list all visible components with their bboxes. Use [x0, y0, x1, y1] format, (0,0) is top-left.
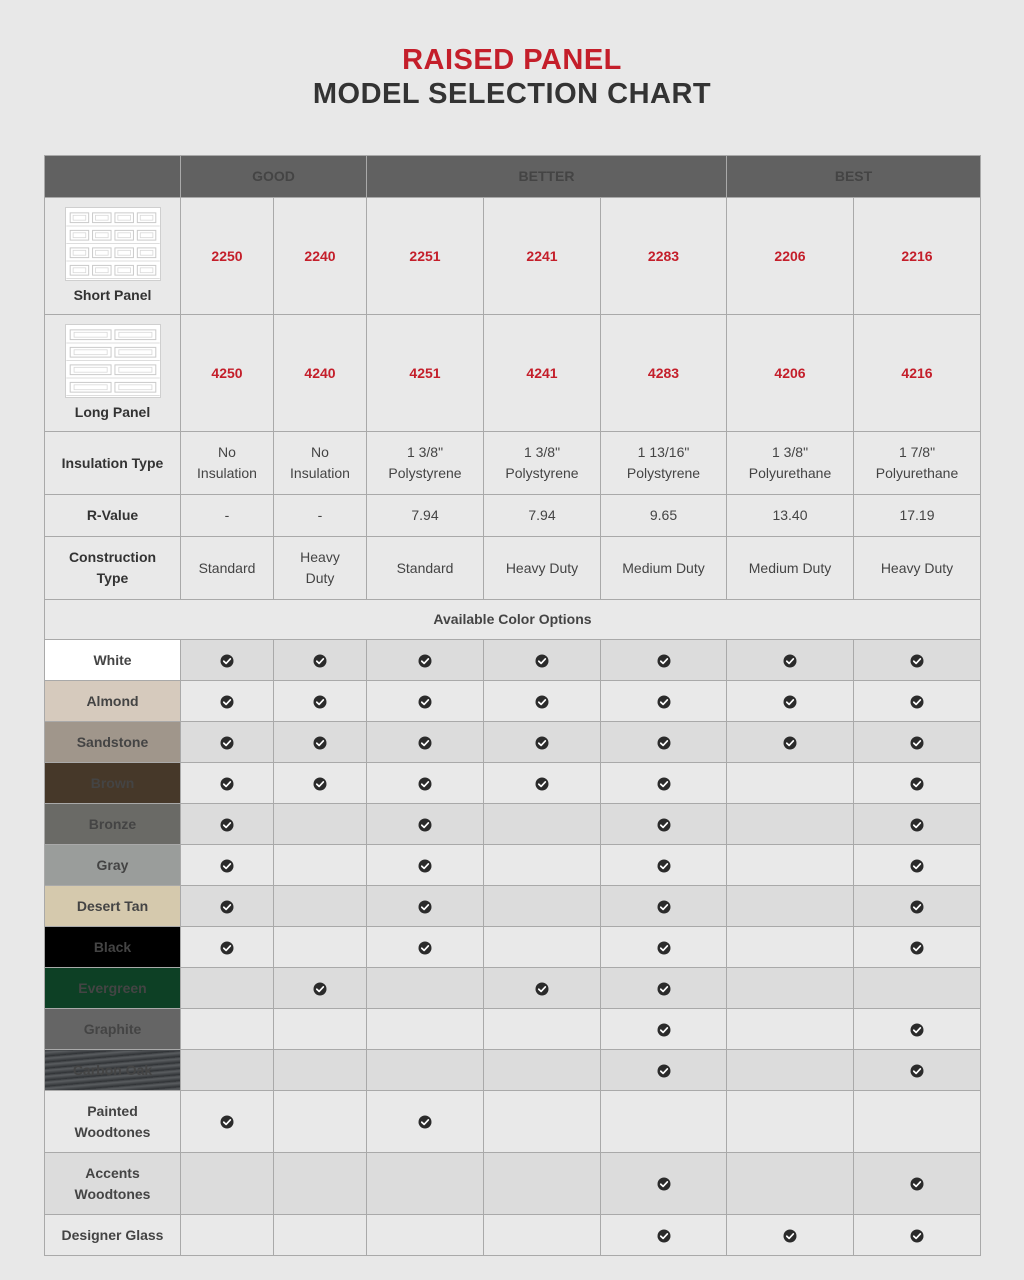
spec-value: 17.19	[854, 495, 981, 537]
check-circle-icon	[910, 818, 924, 832]
color-swatch-label: Bronze	[45, 804, 181, 845]
spec-value: 1 7/8" Polyurethane	[854, 432, 981, 495]
check-circle-icon	[910, 736, 924, 750]
availability-cell	[274, 681, 367, 722]
color-swatch-label: Painted Woodtones	[45, 1091, 181, 1153]
check-circle-icon	[220, 1115, 234, 1129]
spec-label: Insulation Type	[45, 432, 181, 495]
color-row	[45, 927, 981, 968]
availability-cell	[274, 1091, 367, 1153]
availability-cell	[484, 1091, 601, 1153]
check-circle-icon	[220, 654, 234, 668]
color-row	[45, 845, 981, 886]
availability-cell	[727, 1050, 854, 1091]
availability-cell	[484, 681, 601, 722]
spec-value: 13.40	[727, 495, 854, 537]
check-circle-icon	[220, 941, 234, 955]
check-circle-icon	[220, 695, 234, 709]
color-row	[45, 722, 981, 763]
availability-cell	[181, 1091, 274, 1153]
color-swatch-label: Carbon Oak	[45, 1050, 181, 1091]
long-panel-label: Long Panel	[74, 403, 151, 420]
color-row	[45, 1153, 981, 1215]
availability-cell	[727, 681, 854, 722]
long-panel-door-icon	[65, 324, 161, 398]
availability-cell	[727, 1153, 854, 1215]
check-circle-icon	[910, 859, 924, 873]
availability-cell	[601, 1153, 727, 1215]
availability-cell	[484, 763, 601, 804]
check-circle-icon	[657, 1064, 671, 1078]
availability-cell	[854, 1153, 981, 1215]
model-number: 4283	[601, 315, 727, 432]
tier-good: GOOD	[181, 156, 367, 198]
availability-cell	[274, 1215, 367, 1256]
spec-value: -	[274, 495, 367, 537]
availability-cell	[367, 845, 484, 886]
availability-cell	[181, 1009, 274, 1050]
tier-better: BETTER	[367, 156, 727, 198]
chart-title-line2: MODEL SELECTION CHART	[312, 78, 712, 110]
availability-cell	[601, 845, 727, 886]
spec-value: 1 13/16" Polystyrene	[601, 432, 727, 495]
check-circle-icon	[313, 982, 327, 996]
check-circle-icon	[910, 900, 924, 914]
check-circle-icon	[313, 736, 327, 750]
availability-cell	[274, 1050, 367, 1091]
availability-cell	[484, 1050, 601, 1091]
color-row	[45, 804, 981, 845]
short-panel-label-cell	[45, 198, 181, 315]
check-circle-icon	[220, 777, 234, 791]
color-row	[45, 1009, 981, 1050]
availability-cell	[181, 1215, 274, 1256]
color-swatch-label: Evergreen	[45, 968, 181, 1009]
availability-cell	[274, 845, 367, 886]
availability-cell	[181, 722, 274, 763]
color-swatch-label: Designer Glass	[45, 1215, 181, 1256]
availability-cell	[601, 681, 727, 722]
check-circle-icon	[220, 818, 234, 832]
availability-cell	[367, 927, 484, 968]
availability-cell	[601, 1215, 727, 1256]
availability-cell	[601, 927, 727, 968]
availability-cell	[601, 722, 727, 763]
availability-cell	[854, 1009, 981, 1050]
spec-label: R-Value	[45, 495, 181, 537]
check-circle-icon	[418, 1115, 432, 1129]
model-selection-table	[44, 155, 981, 1256]
availability-cell	[484, 804, 601, 845]
check-circle-icon	[657, 1229, 671, 1243]
availability-cell	[181, 886, 274, 927]
spec-label: Construction Type	[45, 537, 181, 600]
availability-cell	[367, 640, 484, 681]
long-panel-label-cell	[45, 315, 181, 432]
availability-cell	[367, 681, 484, 722]
availability-cell	[854, 845, 981, 886]
availability-cell	[484, 722, 601, 763]
availability-cell	[601, 968, 727, 1009]
color-swatch-label: Accents Woodtones	[45, 1153, 181, 1215]
availability-cell	[854, 640, 981, 681]
check-circle-icon	[910, 1023, 924, 1037]
check-circle-icon	[910, 1064, 924, 1078]
check-circle-icon	[535, 736, 549, 750]
spec-value: 1 3/8" Polyurethane	[727, 432, 854, 495]
check-circle-icon	[783, 1229, 797, 1243]
availability-cell	[367, 1091, 484, 1153]
check-circle-icon	[910, 695, 924, 709]
check-circle-icon	[783, 695, 797, 709]
check-circle-icon	[657, 818, 671, 832]
availability-cell	[854, 763, 981, 804]
check-circle-icon	[657, 777, 671, 791]
availability-cell	[274, 927, 367, 968]
availability-cell	[601, 1050, 727, 1091]
availability-cell	[367, 1215, 484, 1256]
availability-cell	[727, 1091, 854, 1153]
spec-value: Heavy Duty	[274, 537, 367, 600]
availability-cell	[601, 804, 727, 845]
availability-cell	[727, 763, 854, 804]
check-circle-icon	[313, 654, 327, 668]
check-circle-icon	[220, 859, 234, 873]
spec-value: No Insulation	[274, 432, 367, 495]
check-circle-icon	[657, 982, 671, 996]
availability-cell	[484, 968, 601, 1009]
model-number: 4206	[727, 315, 854, 432]
check-circle-icon	[910, 941, 924, 955]
check-circle-icon	[657, 859, 671, 873]
availability-cell	[727, 804, 854, 845]
availability-cell	[727, 722, 854, 763]
spec-row	[45, 537, 981, 600]
color-row	[45, 968, 981, 1009]
availability-cell	[484, 886, 601, 927]
check-circle-icon	[657, 736, 671, 750]
availability-cell	[274, 640, 367, 681]
check-circle-icon	[783, 654, 797, 668]
availability-cell	[727, 1215, 854, 1256]
availability-cell	[727, 927, 854, 968]
spec-value: No Insulation	[181, 432, 274, 495]
check-circle-icon	[313, 695, 327, 709]
model-number: 2251	[367, 198, 484, 315]
availability-cell	[367, 1009, 484, 1050]
availability-cell	[181, 763, 274, 804]
availability-cell	[854, 804, 981, 845]
availability-cell	[274, 722, 367, 763]
check-circle-icon	[418, 654, 432, 668]
check-circle-icon	[220, 736, 234, 750]
color-swatch-label: White	[45, 640, 181, 681]
availability-cell	[727, 640, 854, 681]
spec-value: 9.65	[601, 495, 727, 537]
check-circle-icon	[418, 818, 432, 832]
spec-value: 7.94	[484, 495, 601, 537]
availability-cell	[274, 886, 367, 927]
color-swatch-label: Brown	[45, 763, 181, 804]
availability-cell	[367, 1050, 484, 1091]
model-number: 4251	[367, 315, 484, 432]
check-circle-icon	[910, 654, 924, 668]
check-circle-icon	[418, 695, 432, 709]
model-number: 4216	[854, 315, 981, 432]
check-circle-icon	[657, 1177, 671, 1191]
check-circle-icon	[535, 654, 549, 668]
availability-cell	[484, 1215, 601, 1256]
spec-row	[45, 432, 981, 495]
availability-cell	[854, 1091, 981, 1153]
availability-cell	[181, 968, 274, 1009]
availability-cell	[367, 968, 484, 1009]
color-row	[45, 1050, 981, 1091]
check-circle-icon	[657, 695, 671, 709]
availability-cell	[854, 968, 981, 1009]
check-circle-icon	[910, 1229, 924, 1243]
availability-cell	[181, 1153, 274, 1215]
check-circle-icon	[418, 900, 432, 914]
check-circle-icon	[220, 900, 234, 914]
availability-cell	[601, 640, 727, 681]
model-number: 2216	[854, 198, 981, 315]
availability-cell	[854, 886, 981, 927]
availability-cell	[274, 968, 367, 1009]
model-number: 2283	[601, 198, 727, 315]
availability-cell	[601, 763, 727, 804]
availability-cell	[484, 845, 601, 886]
availability-cell	[484, 1153, 601, 1215]
availability-cell	[854, 722, 981, 763]
check-circle-icon	[657, 900, 671, 914]
availability-cell	[727, 886, 854, 927]
check-circle-icon	[657, 941, 671, 955]
availability-cell	[274, 804, 367, 845]
chart-title-line1: RAISED PANEL	[402, 44, 622, 76]
model-number: 4241	[484, 315, 601, 432]
spec-value: Standard	[367, 537, 484, 600]
availability-cell	[484, 1009, 601, 1050]
availability-cell	[367, 722, 484, 763]
availability-cell	[727, 845, 854, 886]
header-corner	[45, 156, 181, 198]
short-panel-door-icon	[65, 207, 161, 281]
model-number: 4240	[274, 315, 367, 432]
spec-value: Medium Duty	[601, 537, 727, 600]
color-row	[45, 640, 981, 681]
spec-value: -	[181, 495, 274, 537]
availability-cell	[181, 845, 274, 886]
tier-best: BEST	[727, 156, 981, 198]
model-number: 2206	[727, 198, 854, 315]
available-colors-row	[45, 600, 981, 640]
color-row	[45, 1215, 981, 1256]
color-swatch-label: Almond	[45, 681, 181, 722]
availability-cell	[854, 1050, 981, 1091]
color-row	[45, 886, 981, 927]
availability-cell	[367, 763, 484, 804]
color-swatch-label: Sandstone	[45, 722, 181, 763]
availability-cell	[274, 1009, 367, 1050]
availability-cell	[854, 1215, 981, 1256]
model-number: 2240	[274, 198, 367, 315]
color-row	[45, 763, 981, 804]
availability-cell	[601, 886, 727, 927]
check-circle-icon	[418, 777, 432, 791]
check-circle-icon	[313, 777, 327, 791]
spec-value: Medium Duty	[727, 537, 854, 600]
model-number: 4250	[181, 315, 274, 432]
spec-value: Standard	[181, 537, 274, 600]
short-panel-label: Short Panel	[73, 286, 152, 303]
short-panel-row	[45, 198, 981, 315]
spec-value: Heavy Duty	[854, 537, 981, 600]
tier-header-row	[45, 156, 981, 198]
availability-cell	[854, 681, 981, 722]
availability-cell	[181, 804, 274, 845]
color-swatch-label: Graphite	[45, 1009, 181, 1050]
spec-value: 1 3/8" Polystyrene	[367, 432, 484, 495]
availability-cell	[601, 1009, 727, 1050]
color-swatch-label: Black	[45, 927, 181, 968]
check-circle-icon	[418, 941, 432, 955]
availability-cell	[727, 968, 854, 1009]
check-circle-icon	[535, 695, 549, 709]
available-colors-label: Available Color Options	[45, 600, 981, 640]
check-circle-icon	[657, 654, 671, 668]
model-number: 2250	[181, 198, 274, 315]
availability-cell	[181, 1050, 274, 1091]
availability-cell	[274, 1153, 367, 1215]
availability-cell	[484, 927, 601, 968]
availability-cell	[181, 927, 274, 968]
availability-cell	[484, 640, 601, 681]
availability-cell	[181, 640, 274, 681]
spec-value: 7.94	[367, 495, 484, 537]
check-circle-icon	[910, 777, 924, 791]
color-row	[45, 1091, 981, 1153]
check-circle-icon	[657, 1023, 671, 1037]
availability-cell	[854, 927, 981, 968]
availability-cell	[367, 886, 484, 927]
availability-cell	[367, 804, 484, 845]
check-circle-icon	[910, 1177, 924, 1191]
availability-cell	[181, 681, 274, 722]
color-swatch-label: Desert Tan	[45, 886, 181, 927]
color-row	[45, 681, 981, 722]
availability-cell	[367, 1153, 484, 1215]
check-circle-icon	[418, 859, 432, 873]
spec-value: Heavy Duty	[484, 537, 601, 600]
long-panel-row	[45, 315, 981, 432]
check-circle-icon	[535, 982, 549, 996]
spec-row	[45, 495, 981, 537]
model-number: 2241	[484, 198, 601, 315]
check-circle-icon	[783, 736, 797, 750]
check-circle-icon	[418, 736, 432, 750]
availability-cell	[274, 763, 367, 804]
color-swatch-label: Gray	[45, 845, 181, 886]
availability-cell	[727, 1009, 854, 1050]
spec-value: 1 3/8" Polystyrene	[484, 432, 601, 495]
check-circle-icon	[535, 777, 549, 791]
availability-cell	[601, 1091, 727, 1153]
